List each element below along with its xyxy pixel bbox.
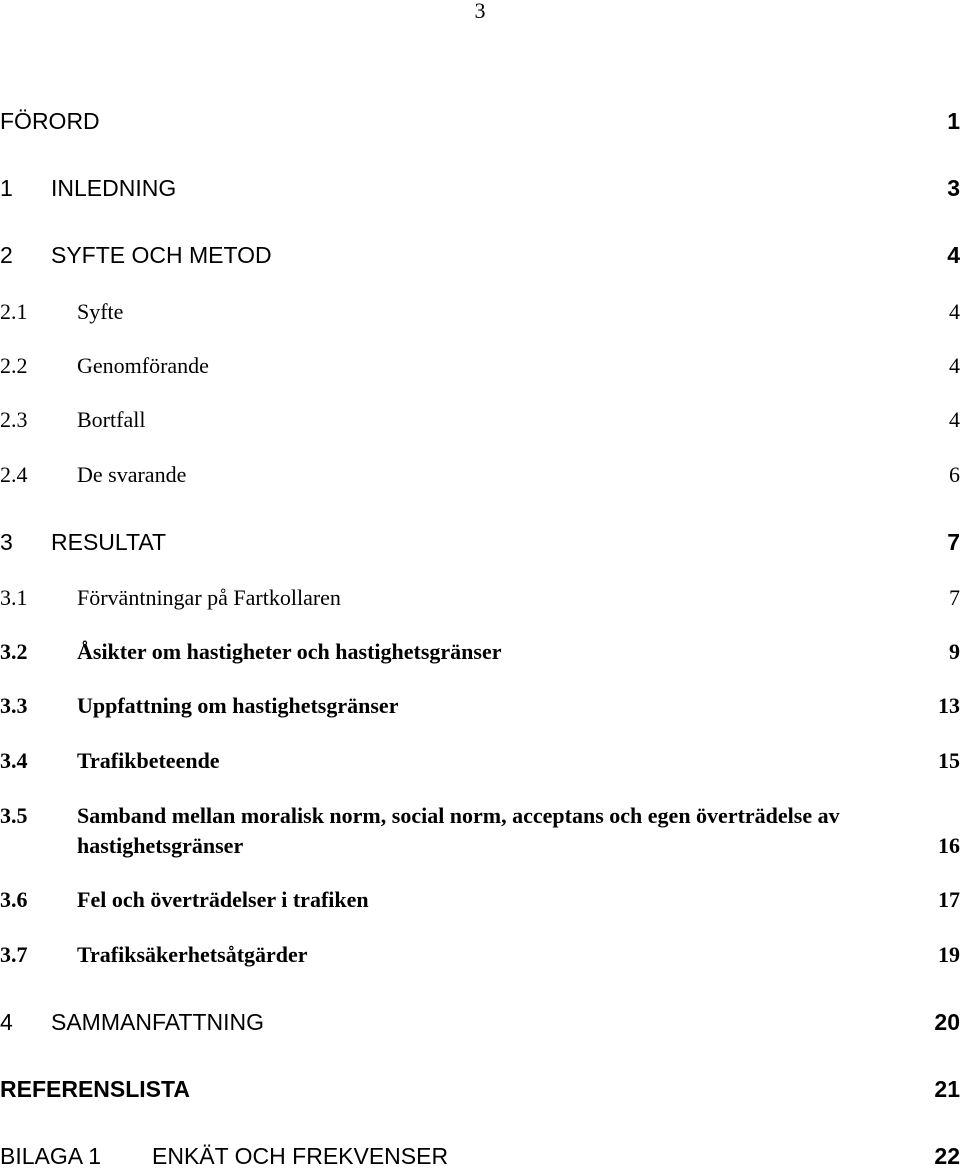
toc-entry-bilaga-1[interactable]: [0, 1141, 960, 1167]
toc-title: ENKÄT OCH FREKVENSER: [152, 1143, 449, 1169]
toc-entry-genomforande[interactable]: [0, 351, 960, 381]
toc-entry-fel-och-overtradelser[interactable]: [0, 885, 960, 915]
toc-number: 2.1: [0, 299, 28, 324]
toc-title: INLEDNING: [51, 175, 177, 201]
toc-title: Uppfattning om hastighetsgränser: [77, 693, 399, 718]
toc-page-number: 22: [934, 1143, 960, 1169]
toc-number: 2.3: [0, 407, 28, 432]
toc-entry-inledning[interactable]: [0, 173, 960, 203]
toc-number: 4: [0, 1009, 13, 1035]
toc-page-number: 9: [949, 639, 960, 664]
toc-number: 3.2: [0, 639, 28, 664]
toc-page-number: 6: [949, 462, 960, 487]
toc-title: Trafiksäkerhetsåtgärder: [77, 942, 308, 967]
toc-number: 3.6: [0, 887, 28, 912]
toc-entry-trafiksakerhetsatgarder[interactable]: [0, 940, 960, 970]
toc-page-number: 21: [934, 1076, 960, 1102]
toc-title: Syfte: [77, 299, 124, 324]
toc-page-number: 20: [934, 1009, 960, 1035]
toc-page-number: 17: [938, 887, 960, 912]
toc-page-number: 7: [949, 585, 960, 610]
toc-number: 2.4: [0, 462, 28, 487]
toc-appendix-label: BILAGA 1: [0, 1143, 102, 1169]
toc-title: De svarande: [77, 462, 187, 487]
toc-title: Samband mellan moralisk norm, social norm, acceptans och egen överträdelse av: [77, 803, 840, 828]
toc-number: 3.1: [0, 585, 28, 610]
toc-page-number: 3: [947, 175, 960, 201]
toc-page-number: 4: [949, 299, 960, 324]
toc-page-number: 7: [947, 529, 960, 555]
toc-title: Åsikter om hastigheter och hastighetsgränser: [77, 639, 502, 664]
toc-title: Genomförande: [77, 353, 209, 378]
toc-page-number: 1: [947, 108, 960, 134]
toc-entry-de-svarande[interactable]: [0, 460, 960, 490]
toc-page-number: 19: [938, 942, 960, 967]
toc-title: RESULTAT: [51, 529, 167, 555]
toc-title: SYFTE OCH METOD: [51, 242, 272, 268]
toc-number: 1: [0, 175, 13, 201]
toc-number: 3.3: [0, 693, 28, 718]
toc-number: 3.4: [0, 748, 28, 773]
toc-entry-forvantningar[interactable]: [0, 583, 960, 613]
toc-number: 3.5: [0, 803, 28, 828]
toc-entry-forord[interactable]: [0, 106, 960, 136]
toc-title: REFERENSLISTA: [0, 1076, 190, 1102]
toc-entry-syfte-och-metod[interactable]: [0, 240, 960, 270]
toc-number: 3.7: [0, 942, 28, 967]
toc-title: Förväntningar på Fartkollaren: [77, 585, 341, 610]
toc-entry-asikter[interactable]: [0, 637, 960, 667]
toc-entry-sammanfattning[interactable]: [0, 1007, 960, 1037]
toc-page-number: 4: [949, 353, 960, 378]
toc-title: Fel och överträdelser i trafiken: [77, 887, 369, 912]
toc-title: SAMMANFATTNING: [51, 1009, 264, 1035]
toc-entry-uppfattning[interactable]: [0, 691, 960, 721]
toc-page-number: 4: [947, 242, 960, 268]
toc-number: 3: [0, 529, 13, 555]
toc-title: FÖRORD: [0, 108, 100, 134]
toc-entry-syfte[interactable]: [0, 297, 960, 327]
toc-entry-bortfall[interactable]: [0, 405, 960, 435]
toc-title: Trafikbeteende: [77, 748, 220, 773]
toc-page-number: 4: [949, 407, 960, 432]
toc-page-number: 16: [938, 833, 960, 858]
toc-title-continued: hastighetsgränser: [77, 833, 244, 858]
toc-page-number: 13: [938, 693, 960, 718]
toc-page-number: 15: [938, 748, 960, 773]
page-number: 3: [474, 0, 486, 23]
toc-entry-referenslista[interactable]: [0, 1074, 960, 1104]
toc-entry-resultat[interactable]: [0, 527, 960, 557]
toc-number: 2.2: [0, 353, 28, 378]
toc-title: Bortfall: [77, 407, 146, 432]
toc-entry-samband[interactable]: [0, 801, 960, 861]
toc-entry-trafikbeteende[interactable]: [0, 746, 960, 776]
toc-number: 2: [0, 242, 13, 268]
